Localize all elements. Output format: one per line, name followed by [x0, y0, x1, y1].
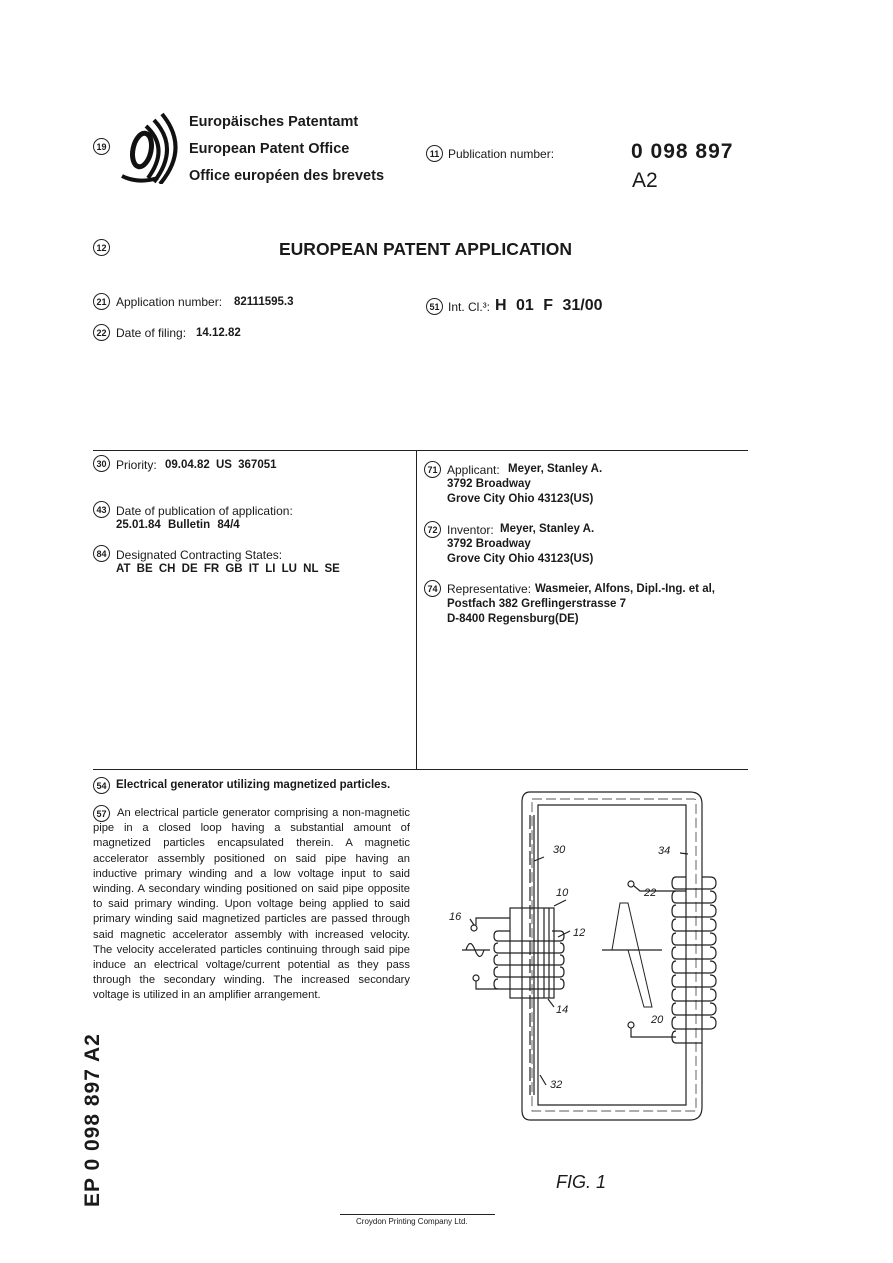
- figure-1-drawing: [440, 785, 730, 1125]
- applicant-label: Applicant:: [447, 463, 500, 477]
- representative-address-2: D-8400 Regensburg(DE): [447, 613, 579, 625]
- representative-address-1: Postfach 382 Greflingerstrasse 7: [447, 598, 626, 610]
- inid-21: 21: [93, 293, 110, 310]
- filing-date: 14.12.82: [196, 327, 241, 339]
- inid-84: 84: [93, 545, 110, 562]
- inid-19: 19: [93, 138, 110, 155]
- inid-12: 12: [93, 239, 110, 256]
- footer-rule: [340, 1214, 495, 1215]
- office-names: [189, 109, 384, 190]
- ref-12: 12: [573, 927, 586, 939]
- ref-30: 30: [553, 844, 566, 856]
- inid-57: 57: [93, 805, 110, 822]
- inid-74: 74: [424, 580, 441, 597]
- ref-34: 34: [658, 845, 671, 857]
- applicant-address-2: Grove City Ohio 43123(US): [447, 493, 594, 505]
- publication-label: Publication number:: [448, 147, 555, 161]
- epo-logo-icon: [118, 112, 188, 184]
- office-name-de: Europäisches Patentamt: [189, 114, 359, 130]
- inid-72: 72: [424, 521, 441, 538]
- figure-caption: FIG. 1: [556, 1172, 607, 1192]
- publication-number: 0 098 897: [631, 140, 734, 163]
- pubdate-label: Date of publication of application:: [116, 504, 293, 518]
- ref-32: 32: [550, 1079, 563, 1091]
- inid-51: 51: [426, 298, 443, 315]
- inid-22: 22: [93, 324, 110, 341]
- inid-43: 43: [93, 501, 110, 518]
- biblio-center-rule: [416, 450, 417, 770]
- application-number: 82111595.3: [234, 296, 294, 308]
- inid-71: 71: [424, 461, 441, 478]
- inventor-address-1: 3792 Broadway: [447, 538, 531, 550]
- office-name-fr: Office européen des brevets: [189, 168, 385, 184]
- states-label: Designated Contracting States:: [116, 548, 283, 562]
- filing-date-label: Date of filing:: [116, 326, 187, 340]
- inventor-address-2: Grove City Ohio 43123(US): [447, 553, 594, 565]
- applicant-address-1: 3792 Broadway: [447, 478, 531, 490]
- ref-14: 14: [556, 1004, 569, 1016]
- biblio-bottom-rule: [93, 769, 748, 770]
- applicant-name: Meyer, Stanley A.: [508, 463, 603, 475]
- kind-code: A2: [632, 169, 658, 192]
- states-value: AT BE CH DE FR GB IT LI LU NL SE: [116, 563, 340, 575]
- invention-title: Electrical generator utilizing magnetized particles.: [116, 779, 391, 791]
- priority-label: Priority:: [116, 458, 157, 472]
- biblio-top-rule: [93, 450, 748, 451]
- ref-20: 20: [651, 1014, 664, 1026]
- pubdate-value: 25.01.84 Bulletin 84/4: [116, 519, 240, 531]
- ref-22: 22: [644, 887, 657, 899]
- inid-30: 30: [93, 455, 110, 472]
- abstract-text: An electrical particle generator comprising a non-magnetic pipe in a closed loop having a substantial amount of magnetized particles encapsulated therein. A magnetic accelerator assembly positioned on said pipe having an inductive primary winding and a low voltage input to said winding. A secondary winding positioned on said pipe opposite to said primary winding. Upon voltage being applied to said primary winding said magnetized particles are passed through said magnetic accelerator assembly with increased velocity. The velocity accelerated particles continuing through said pipe induce an electrical voltage/current potential as they pass through the secondary winding. The increased secondary voltage is utilized in an amplifier arrangement.: [93, 807, 410, 1002]
- side-publication-number: EP 0 098 897 A2: [81, 1033, 104, 1207]
- int-cl-label: Int. Cl.³:: [448, 300, 491, 314]
- office-name-en: European Patent Office: [189, 141, 350, 157]
- ref-16: 16: [449, 911, 462, 923]
- document-type-title: EUROPEAN PATENT APPLICATION: [279, 239, 572, 259]
- ref-10: 10: [556, 887, 569, 899]
- inid-11: 11: [426, 145, 443, 162]
- printer-credit: Croydon Printing Company Ltd.: [356, 1217, 468, 1226]
- representative-label: Representative:: [447, 582, 532, 596]
- priority-value: 09.04.82 US 367051: [165, 459, 277, 471]
- int-cl-value: H 01 F 31/00: [495, 297, 603, 314]
- representative-name: Wasmeier, Alfons, Dipl.-Ing. et al,: [535, 583, 715, 595]
- inventor-name: Meyer, Stanley A.: [500, 523, 595, 535]
- inid-54: 54: [93, 777, 110, 794]
- inventor-label: Inventor:: [447, 523, 494, 537]
- application-number-label: Application number:: [116, 295, 223, 309]
